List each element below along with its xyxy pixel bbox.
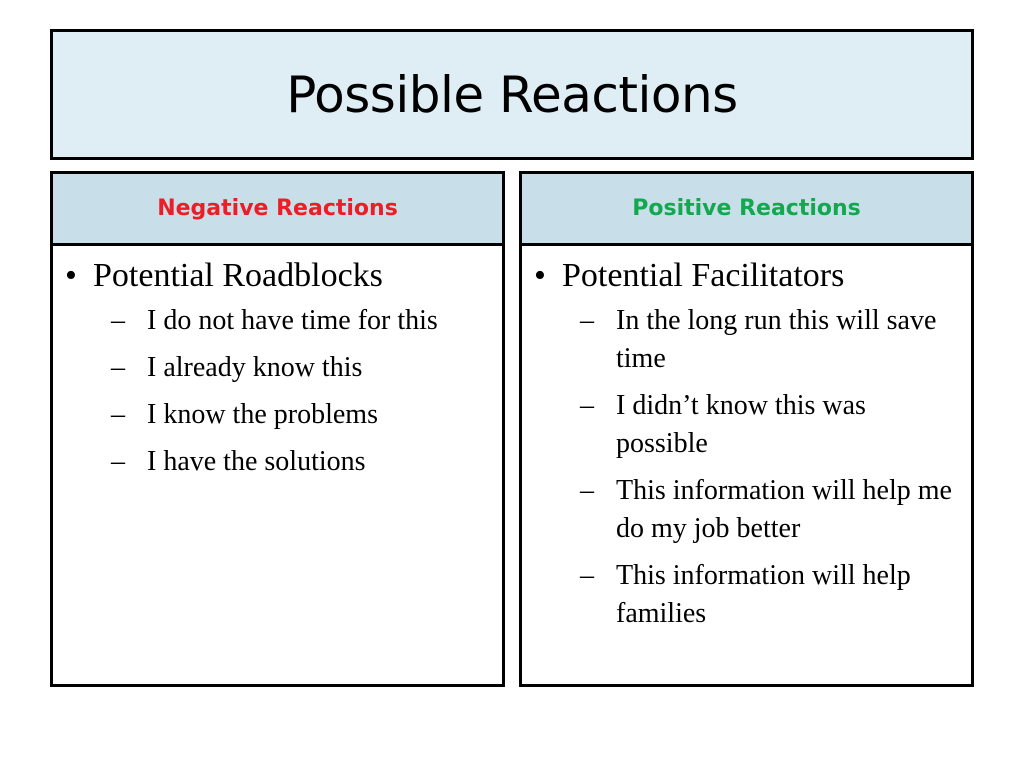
list-item: [111, 349, 492, 387]
list-item: [111, 302, 492, 340]
list-item: [580, 472, 961, 548]
list-item-text: I already know this: [147, 352, 363, 383]
negative-sub-list: [61, 302, 492, 481]
negative-body: [53, 246, 502, 481]
positive-column: [519, 171, 974, 687]
list-item-text: I didn’t know this was possible: [616, 390, 866, 459]
list-item: [580, 302, 961, 378]
positive-body: [522, 246, 971, 633]
bullet-glyph: •: [65, 257, 77, 294]
negative-bullet-text: Potential Roadblocks: [93, 257, 383, 294]
dash-glyph: –: [580, 560, 594, 591]
list-item: [580, 557, 961, 633]
bullet-glyph: •: [534, 257, 546, 294]
list-item-text: I do not have time for this: [147, 305, 438, 336]
negative-column: [50, 171, 505, 687]
positive-bullet-text: Potential Facilitators: [562, 257, 845, 294]
list-item-text: This information will help families: [616, 560, 911, 629]
list-item: [111, 443, 492, 481]
dash-glyph: –: [580, 305, 594, 336]
list-item-text: In the long run this will save time: [616, 305, 937, 374]
dash-glyph: –: [111, 305, 125, 336]
dash-glyph: –: [111, 399, 125, 430]
title-box: [50, 29, 974, 160]
slide-title: Possible Reactions: [286, 65, 738, 124]
dash-glyph: –: [580, 390, 594, 421]
list-item: [580, 387, 961, 463]
positive-header: Positive Reactions: [522, 174, 971, 246]
negative-header: Negative Reactions: [53, 174, 502, 246]
positive-main-bullet: [530, 256, 961, 296]
dash-glyph: –: [111, 352, 125, 383]
list-item-text: I have the solutions: [147, 446, 366, 477]
list-item-text: I know the problems: [147, 399, 378, 430]
list-item: [111, 396, 492, 434]
list-item-text: This information will help me do my job better: [616, 475, 952, 544]
dash-glyph: –: [111, 446, 125, 477]
positive-sub-list: [530, 302, 961, 633]
negative-main-bullet: [61, 256, 492, 296]
dash-glyph: –: [580, 475, 594, 506]
